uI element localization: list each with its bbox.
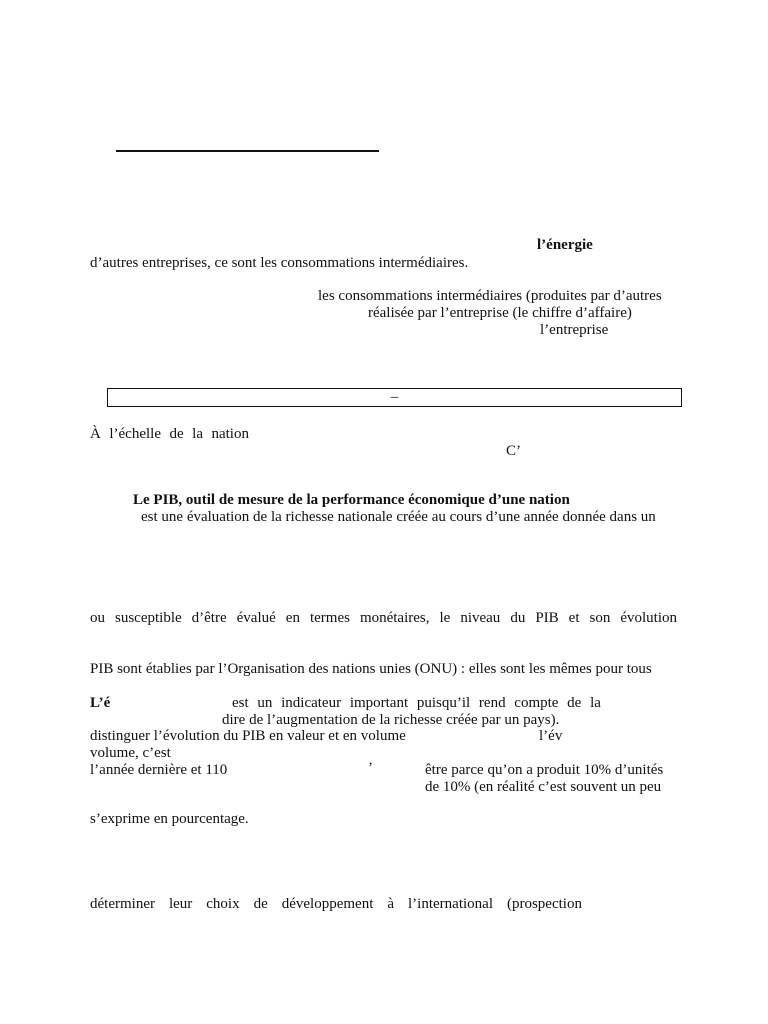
text-line-distinguish: distinguer l’évolution du PIB en valeur et en volume [90,728,406,744]
word: susceptible [115,610,182,626]
text-line-volume: volume, c’est [90,745,171,761]
word: leur [168,896,193,912]
word: PIB [535,610,559,626]
text-line-nation-scale [90,426,249,443]
word: rend [478,695,506,711]
word: développement [281,896,374,912]
word: niveau [460,610,501,626]
word: et [568,610,580,626]
word: À [90,426,101,442]
text-line-produced: être parce qu’on a produit 10% d’unités [425,762,664,778]
word: du [510,610,526,626]
text-line-pib-definition: est une évaluation de la richesse nationale créée au cours d’une année donnée dans un [141,509,656,525]
word: à [387,896,395,912]
text-line-last-year: l’année dernière et 110 [90,762,228,778]
word: évolution [620,610,677,626]
word: l’international [408,896,493,912]
word: nation [211,426,249,442]
word: de [567,695,582,711]
text-line-realised: réalisée par l’entreprise (le chiffre d’affaire) [368,305,632,321]
text-line-other-companies: d’autres entreprises, ce sont les consommations intermédiaires. [90,255,469,271]
text-line-ten-percent: de 10% (en réalité c’est souvent un peu [425,779,662,795]
word: est [232,695,249,711]
text-line-company: l’entreprise [540,322,609,338]
word: son [589,610,611,626]
word: un [257,695,273,711]
word: évalué [236,610,276,626]
word: important [349,695,409,711]
word: déterminer [90,896,155,912]
word: de [253,896,268,912]
banner-dash: – [390,389,399,405]
c-apostrophe-fragment: C’ [506,443,521,459]
word: ou [90,610,105,626]
section-heading-pib: Le PIB, outil de mesure de la performance économique d’une nation [133,492,570,508]
word: d’être [191,610,227,626]
text-line-international-choice [90,896,582,913]
word: le [439,610,451,626]
word: monétaires, [359,610,430,626]
title-underline [116,150,379,152]
word: (prospection [506,896,582,912]
text-line-ci-produced: les consommations intermédiaires (produites par d’autres [318,288,662,304]
word: l’échelle [109,426,161,442]
word: de [169,426,184,442]
word: la [192,426,203,442]
word: compte [514,695,559,711]
definition-banner-box [107,388,682,407]
word: en [285,610,300,626]
word: puisqu’il [416,695,471,711]
apostrophe-fragment: ’ [368,760,373,776]
word: la [590,695,601,711]
text-line-increase: dire de l’augmentation de la richesse créée par un pays). [222,712,560,728]
text-line-onu: PIB sont établies par l’Organisation des nations unies (ONU) : elles sont les mêmes pour tous [90,661,652,677]
evolution-bold-fragment: L’é [90,695,111,711]
word: choix [206,896,240,912]
word: termes [309,610,350,626]
text-line-indicator [232,695,601,712]
text-line-percentage: s’exprime en pourcentage. [90,811,249,827]
energy-term: l’énergie [537,237,593,253]
word: indicateur [281,695,342,711]
text-line-monetary-terms [90,610,677,627]
ev-fragment: l’év [539,728,563,744]
